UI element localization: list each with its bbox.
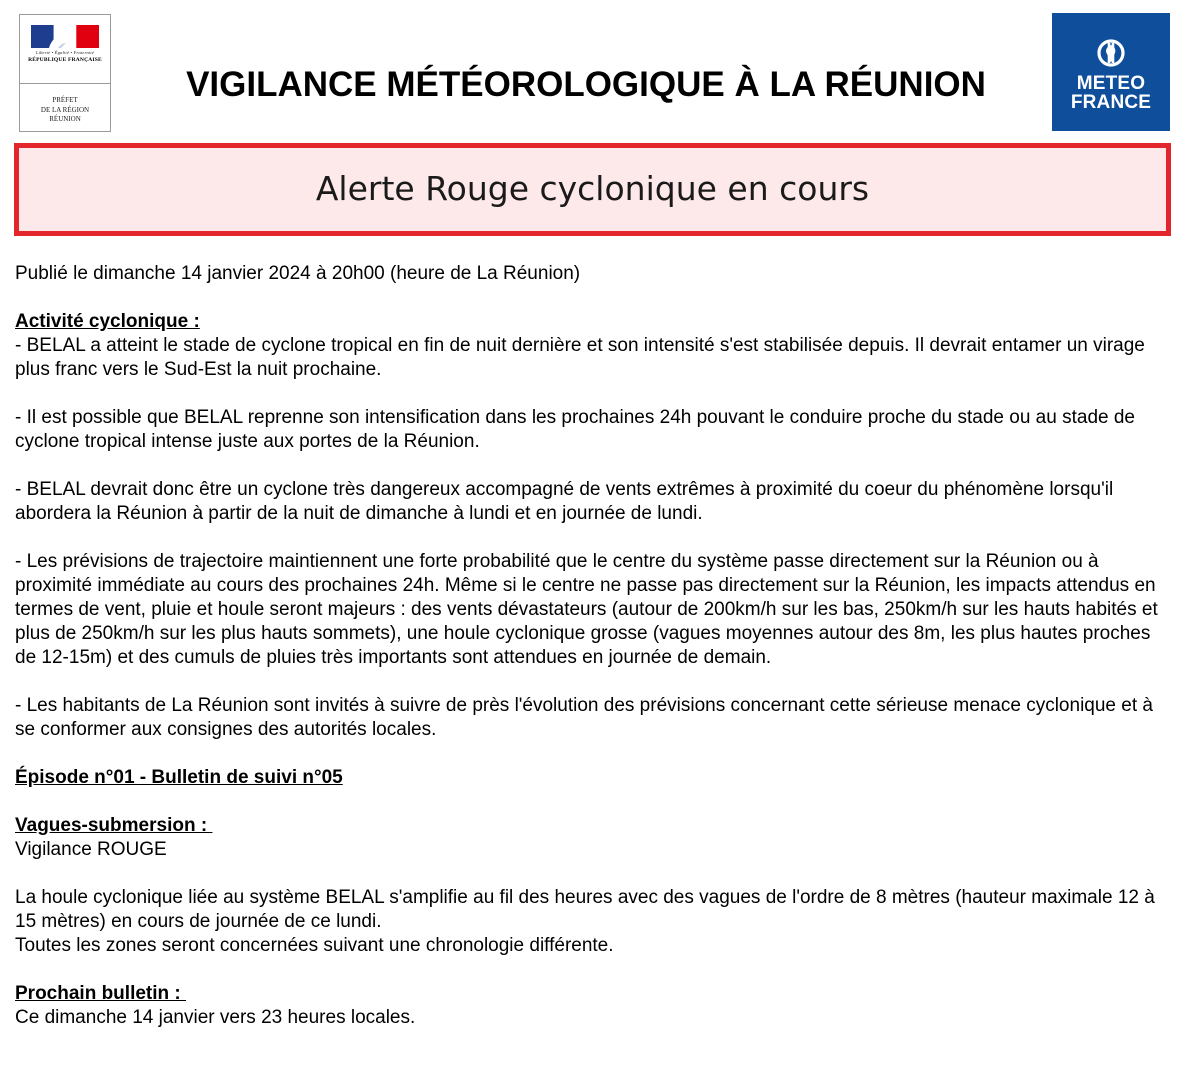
spacer bbox=[15, 526, 1175, 550]
cyclonic-activity-heading: Activité cyclonique : bbox=[15, 311, 200, 332]
next-bulletin-time: Ce dimanche 14 janvier vers 23 heures locales. bbox=[15, 1007, 416, 1028]
marianne-flag-icon bbox=[31, 25, 99, 48]
spacer bbox=[15, 742, 1175, 766]
alert-banner bbox=[14, 143, 1171, 236]
meteo-france-line2: FRANCE bbox=[1070, 92, 1152, 113]
spacer bbox=[15, 454, 1175, 478]
waves-zones-note: Toutes les zones seront concernées suivant une chronologie différente. bbox=[15, 935, 614, 956]
next-bulletin-heading: Prochain bulletin : bbox=[15, 983, 187, 1004]
bulletin-content bbox=[15, 262, 1175, 1030]
alert-banner-text: Alerte Rouge cyclonique en cours bbox=[315, 169, 870, 208]
spacer bbox=[15, 958, 1175, 982]
episode-heading: Épisode n°01 - Bulletin de suivi n°05 bbox=[15, 767, 343, 788]
spacer bbox=[15, 790, 1175, 814]
vigilance-level: Vigilance ROUGE bbox=[15, 839, 167, 860]
activity-paragraph: - Les prévisions de trajectoire maintiennent une forte probabilité que le centre du système passe directement sur la Réunion ou à proximité immédiate au cours des prochaines 24h. Même si le centre ne passe pas directement sur la Réunion, les impacts attendus en termes de vent, pluie et houle seront majeurs : des vents dévastateurs (autour de 200km/h sur les bas, 250km/h sur les hauts habités et plus de 250km/h sur les plus hauts sommets), une houle cyclonique grosse (vagues moyennes autour des 8m, les plus hautes proches de 12-15m) et des cumuls de pluies très importants sont attendues en journée de demain. bbox=[15, 551, 1158, 668]
marianne-area bbox=[20, 15, 110, 83]
activity-paragraph: - BELAL devrait donc être un cyclone très dangereux accompagné de vents extrêmes à proximité du coeur du phénomène lorsqu'il abordera la Réunion à partir de la nuit de dimanche à lundi et en journée de lundi. bbox=[15, 479, 1114, 524]
meteo-france-logo bbox=[1052, 13, 1170, 131]
waves-description: La houle cyclonique liée au système BELAL s'amplifie au fil des heures avec des vagues de l'ordre de 8 mètres (hauteur maximale 12 à 15 mètres) en cours de journée de ce lundi. bbox=[15, 887, 1155, 932]
meteo-france-line1: METEO bbox=[1076, 73, 1146, 94]
published-date: Publié le dimanche 14 janvier 2024 à 20h00 (heure de La Réunion) bbox=[15, 263, 581, 284]
spacer bbox=[15, 382, 1175, 406]
republique-francaise-label: RÉPUBLIQUE FRANÇAISE bbox=[28, 57, 102, 63]
page-title: VIGILANCE MÉTÉOROLOGIQUE À LA RÉUNION bbox=[186, 65, 986, 104]
spacer bbox=[15, 286, 1175, 310]
activity-paragraph: - BELAL a atteint le stade de cyclone tropical en fin de nuit dernière et son intensité s'est stabilisée depuis. Il devrait entamer un virage plus franc vers le Sud-Est la nuit prochaine. bbox=[15, 335, 1145, 380]
activity-paragraph: - Les habitants de La Réunion sont invités à suivre de près l'évolution des prévisions concernant cette sérieuse menace cyclonique et à se conformer aux consignes des autorités locales. bbox=[15, 695, 1153, 740]
prefet-region-label: PRÉFET DE LA RÉGION RÉUNION bbox=[40, 96, 90, 123]
spacer bbox=[15, 670, 1175, 694]
logo-divider bbox=[20, 83, 110, 84]
meteo-france-symbol-icon bbox=[1096, 36, 1126, 70]
waves-submersion-heading: Vagues-submersion : bbox=[15, 815, 213, 836]
spacer bbox=[15, 862, 1175, 886]
activity-paragraph: - Il est possible que BELAL reprenne son intensification dans les prochaines 24h pouvant le conduire proche du stade ou au stade de cyclone tropical intense juste aux portes de la Réunion. bbox=[15, 407, 1135, 452]
prefet-logo bbox=[19, 14, 111, 132]
republic-motto: Liberté • Égalité • Fraternité bbox=[35, 50, 95, 55]
